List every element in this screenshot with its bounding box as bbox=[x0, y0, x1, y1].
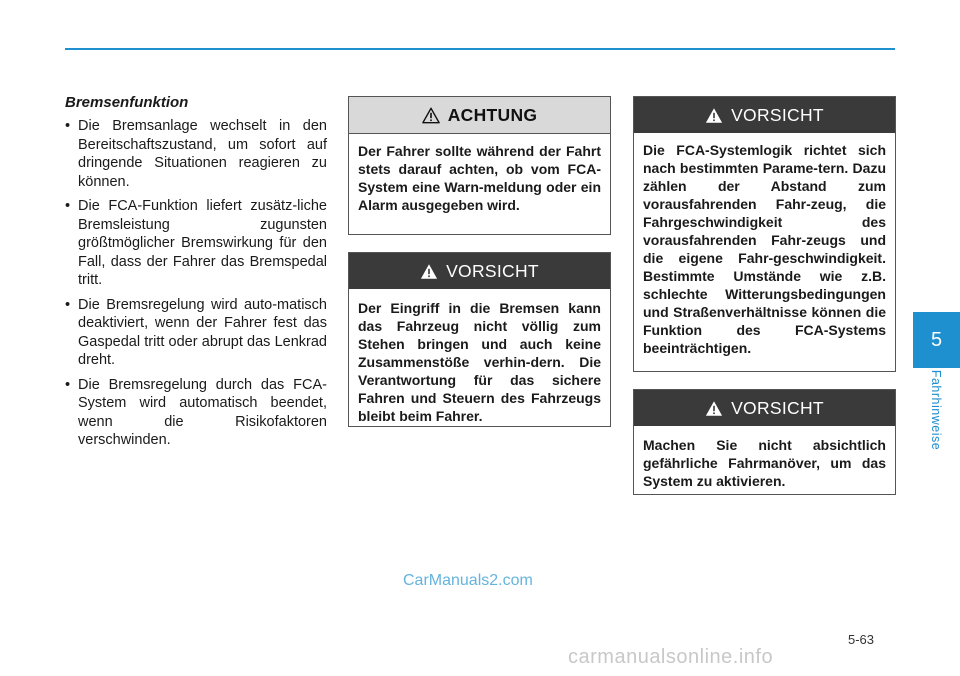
vorsicht-header-1 bbox=[349, 253, 610, 289]
bullet-item: • Die Bremsregelung durch das FCA-System wird automatisch beendet, wenn die Risikofaktoren verschwinden. bbox=[65, 376, 327, 450]
warning-triangle-icon bbox=[705, 400, 723, 417]
vorsicht-heading-2: VORSICHT bbox=[731, 104, 824, 125]
chapter-label bbox=[916, 366, 956, 454]
chapter-tab: 5 bbox=[913, 312, 960, 368]
vorsicht-header-3 bbox=[634, 390, 895, 426]
chapter-label-text: Fahrhinweise bbox=[929, 369, 943, 451]
warning-triangle-icon bbox=[420, 263, 438, 280]
achtung-box bbox=[348, 96, 611, 235]
main-text-column bbox=[65, 94, 327, 456]
vorsicht-box-1 bbox=[348, 252, 611, 427]
section-title: Bremsenfunktion bbox=[65, 94, 189, 111]
vorsicht-text-1: Der Eingriff in die Bremsen kann das Fahrzeug nicht völlig zum Stehen bringen und auch keine Zusammenstöße verhin-dern. Die Verantwortung für das sichere Fahren und Steuern des Fahrzeugs bleibt beim Fahrer. bbox=[358, 300, 601, 424]
page-number: 5-63 bbox=[848, 632, 875, 647]
bullet-list bbox=[65, 117, 327, 450]
bullet-item: • Die FCA-Funktion liefert zusätz-liche Bremsleistung zugunsten größtmöglicher Bremswirkung für den Fall, dass der Fahrer das Bremspedal tritt. bbox=[65, 197, 327, 290]
bullet-item: • Die Bremsregelung wird auto-matisch deaktiviert, wenn der Fahrer fest das Gaspedal tritt oder abrupt das Lenkrad dreht. bbox=[65, 296, 327, 370]
achtung-header bbox=[349, 97, 610, 134]
vorsicht-header-2 bbox=[634, 97, 895, 133]
top-rule bbox=[65, 48, 895, 50]
watermark-carmanuals: CarManuals2.com bbox=[403, 572, 533, 589]
achtung-heading: ACHTUNG bbox=[447, 104, 538, 125]
achtung-text: Der Fahrer sollte während der Fahrt stets darauf achten, ob vom FCA-System eine Warn-meldung oder ein Alarm ausgegeben wird. bbox=[358, 143, 601, 213]
warning-triangle-icon bbox=[705, 107, 723, 124]
watermark-carmanualsonline: carmanualsonline.info bbox=[568, 646, 774, 668]
vorsicht-heading-3: VORSICHT bbox=[731, 397, 824, 418]
vorsicht-box-3 bbox=[633, 389, 896, 495]
vorsicht-text-2: Die FCA-Systemlogik richtet sich nach bestimmten Parame-tern. Dazu zählen der Abstand zum vorausfahrenden Fahr-zeug, die Fahrgeschwindigkeit des vorausfahrenden Fahr-zeugs und die eigene Fahr-geschwindigkeit. Bestimmte Umstände wie z.B. schlechte Witterungsbedingungen und Straßenverhältnisse können die Funktion des FCA-Systems beeinträchtigen. bbox=[643, 142, 886, 356]
bullet-item: • Die Bremsanlage wechselt in den Bereitschaftszustand, um sofort auf dringende Situationen reagieren zu können. bbox=[65, 117, 327, 191]
vorsicht-text-3: Machen Sie nicht absichtlich gefährliche Fahrmanöver, um das System zu aktivieren. bbox=[643, 437, 886, 489]
warning-triangle-icon bbox=[422, 107, 440, 124]
vorsicht-box-2 bbox=[633, 96, 896, 372]
vorsicht-heading-1: VORSICHT bbox=[446, 260, 539, 281]
